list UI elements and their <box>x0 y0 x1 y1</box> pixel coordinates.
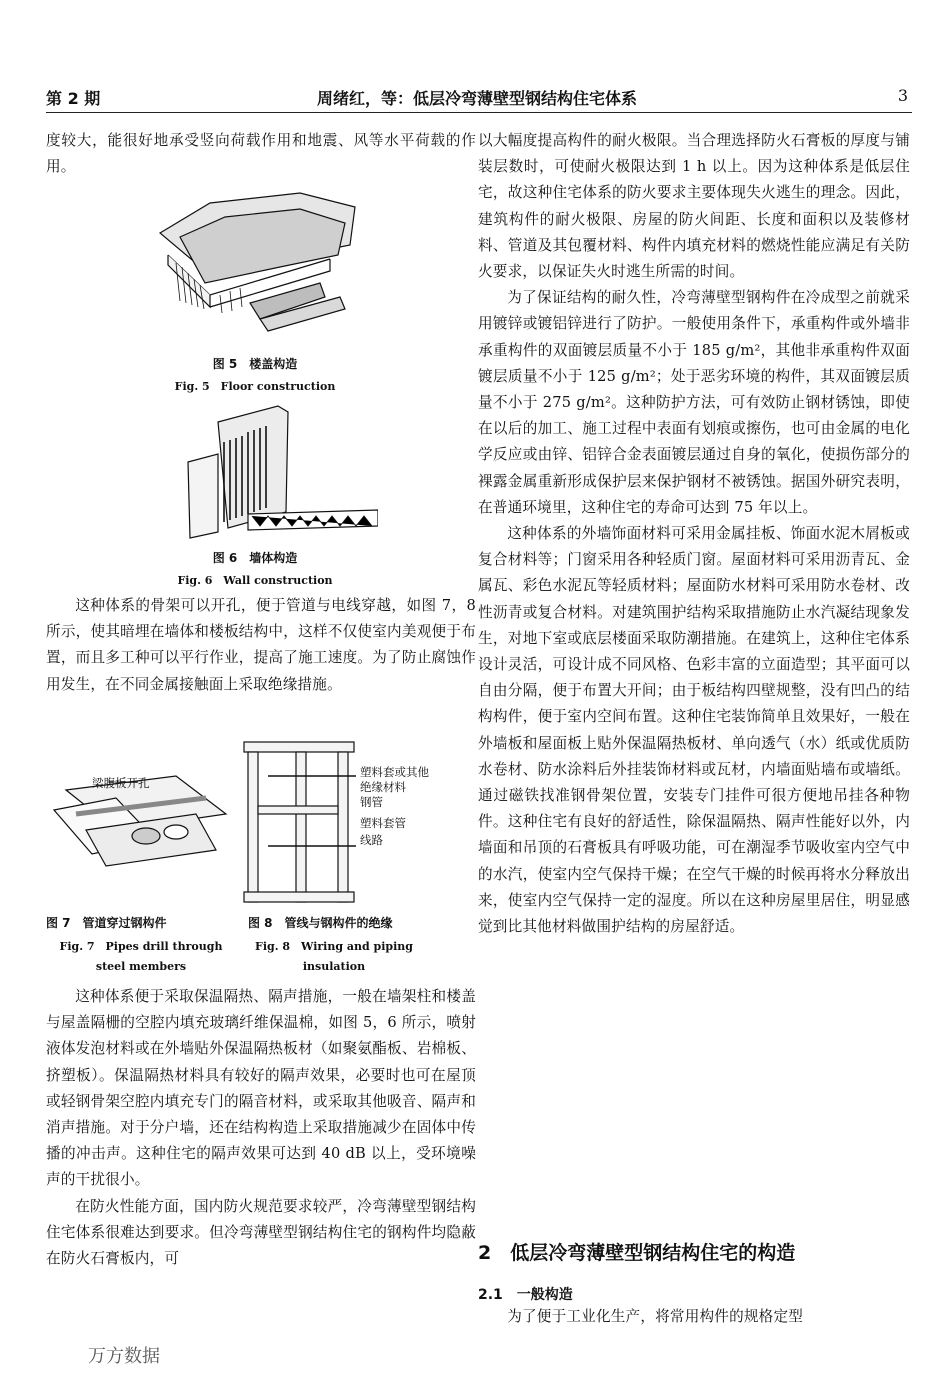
left-column <box>46 128 476 180</box>
right-paragraph-4: 为了便于工业化生产，将常用构件的规格定型 <box>507 1308 804 1325</box>
left-paragraph-1: 度较大，能很好地承受竖向荷载作用和地震、风等水平荷载的作用。 <box>46 132 476 176</box>
watermark-text: 万方数据 <box>88 1346 160 1367</box>
figure-8-label-steel-pipe: 钢管 <box>360 795 383 809</box>
figure-6-wall-construction <box>178 402 378 542</box>
figure-8-label-plastic-sleeve: 塑料套管 <box>360 816 406 830</box>
right-paragraph-3: 这种体系的外墙饰面材料可采用金属挂板、饰面水泥木屑板或复合材料等；门窗采用各种轻质门窗。屋面材料可采用沥青瓦、金属瓦、彩色水泥瓦等轻质材料；屋面防水材料可采用防水卷材、改性沥青或复合材料。对建筑围护结构采取措施防止水汽凝结现象发生，对地下室或底层楼面采取防潮措施。在建筑上，这种住宅体系设计灵活，可设计成不同风格、色彩丰富的立面造型；其平面可以自由分隔，便于布置大开间；由于板结构四壁规整，没有凹凸的结构构件，便于室内空间布置。这种住宅装饰简单且效果好，一般在外墙板和屋面板上贴外保温隔热板材、单向透气（水）纸或优质防水卷材、防水涂料后外挂装饰材料或瓦材，内墙面贴墙布或墙纸。通过磁铁找准钢骨架位置，安装专门挂件可很方便地吊挂各种物件。这种住宅有良好的舒适性，除保温隔热、隔声性能好以外，内墙面和吊顶的石膏板具有呼吸功能，可在潮湿季节吸收室内空气中的水汽，使室内空气保持干燥；在空气干燥的时候再将水分释放出来，使室内空气保持一定的湿度。所以在这种房屋里居住，明显感觉到比其他材料做围护结构的房屋舒适。 <box>478 525 910 936</box>
figure-7-label: 梁腹板开孔 <box>92 776 150 790</box>
section-2-heading: 2 低层冷弯薄壁型钢结构住宅的构造 <box>478 1242 796 1264</box>
right-column-tail <box>478 1304 910 1330</box>
figure-6-caption-en: Fig. 6 Wall construction <box>177 574 333 587</box>
figure-8-caption-en-1: Fig. 8 Wiring and piping <box>255 940 413 953</box>
issue-number: 第 2 期 <box>46 89 101 108</box>
figure-7-caption-en-1: Fig. 7 Pipes drill through <box>59 940 223 953</box>
figure-6-caption-cn: 图 6 墙体构造 <box>212 551 298 565</box>
left-paragraph-2: 这种体系的骨架可以开孔，便于管道与电线穿越，如图 7，8 所示，使其暗埋在墙体和楼板结构中，这样不仅使室内美观便于布置，而且多工种可以平行作业，提高了施工速度。为了防止腐蚀作用发生，在不同金属接触面上采取绝缘措施。 <box>46 597 476 693</box>
figure-8-caption-cn: 图 8 管线与钢构件的绝缘 <box>248 916 393 930</box>
running-title: 周绪红，等：低层冷弯薄壁型钢结构住宅体系 <box>316 89 637 108</box>
running-header <box>46 84 908 110</box>
figure-8-label-insulation: 绝缘材料 <box>360 780 406 794</box>
figure-5-caption-en: Fig. 5 Floor construction <box>174 380 336 393</box>
right-column <box>478 128 910 940</box>
figure-8-label-wiring: 线路 <box>360 833 383 847</box>
section-2-1-heading: 2.1 一般构造 <box>478 1287 573 1303</box>
figure-8-wiring-insulation <box>238 736 360 906</box>
figure-5-floor-construction <box>150 185 360 335</box>
page-number: 3 <box>897 86 908 105</box>
left-column-lower <box>46 984 476 1272</box>
figure-7-caption-en-2: steel members <box>95 960 187 973</box>
left-paragraph-4: 在防火性能方面，国内防火规范要求较严，冷弯薄壁型钢结构住宅体系很难达到要求。但冷弯薄壁型钢结构住宅的钢构件均隐蔽在防火石膏板内，可 <box>46 1197 476 1268</box>
figure-5-caption-cn: 图 5 楼盖构造 <box>212 357 298 371</box>
header-rule <box>46 112 912 113</box>
figure-8-caption-en-2: insulation <box>302 960 366 973</box>
right-paragraph-2: 为了保证结构的耐久性，冷弯薄壁型钢构件在冷成型之前就采用镀锌或镀铝锌进行了防护。一般使用条件下，承重构件或外墙非承重构件的双面镀层质量不小于 185 g/m²，其他非承重构件双面镀层质量不小于 125 g/m²；处于恶劣环境的构件，其双面镀层质量不小于 275 g/m²。这种防护方法，可有效防止钢材锈蚀，即使在以后的加工、施工过程中表面有划痕或擦伤，也可由金属的电化学反应或由锌、铝锌合金表面镀层通过自身的氧化，使损伤部分的裸露金属重新形成保护层来保护钢材不被锈蚀。据国外研究表明，在普通环境里，这种住宅的寿命可达到 75 年以上。 <box>478 289 910 516</box>
figure-8-label-sleeve: 塑料套或其他 <box>360 765 429 779</box>
left-column-mid <box>46 593 476 698</box>
figure-7-caption-cn: 图 7 管道穿过钢构件 <box>46 916 167 930</box>
right-paragraph-1: 以大幅度提高构件的耐火极限。当合理选择防火石膏板的厚度与铺装层数时，可使耐火极限达到 1 h 以上。因为这种体系是低层住宅，故这种住宅体系的防火要求主要体现失火逃生的理念。因此，建筑构件的耐火极限、房屋的防火间距、长度和面积以及装修材料、管道及其包覆材料、构件内填充材料的燃烧性能应满足有关防火要求，以保证失火时逃生所需的时间。 <box>478 132 910 281</box>
left-paragraph-3: 这种体系便于采取保温隔热、隔声措施，一般在墙架柱和楼盖与屋盖隔栅的空腔内填充玻璃纤维保温棉，如图 5，6 所示，喷射液体发泡材料或在外墙贴外保温隔热板材（如聚氨酯板、岩棉板、挤塑板）。保温隔热材料具有较好的隔声效果，必要时也可在屋顶或轻钢骨架空腔内填充专门的隔音材料，或采取其他吸音、隔声和消声措施。对于分户墙，还在结构构造上采取措施减少在固体中传播的冲击声。这种住宅的隔声效果可达到 40 dB 以上，受环境噪声的干扰很小。 <box>46 988 476 1189</box>
